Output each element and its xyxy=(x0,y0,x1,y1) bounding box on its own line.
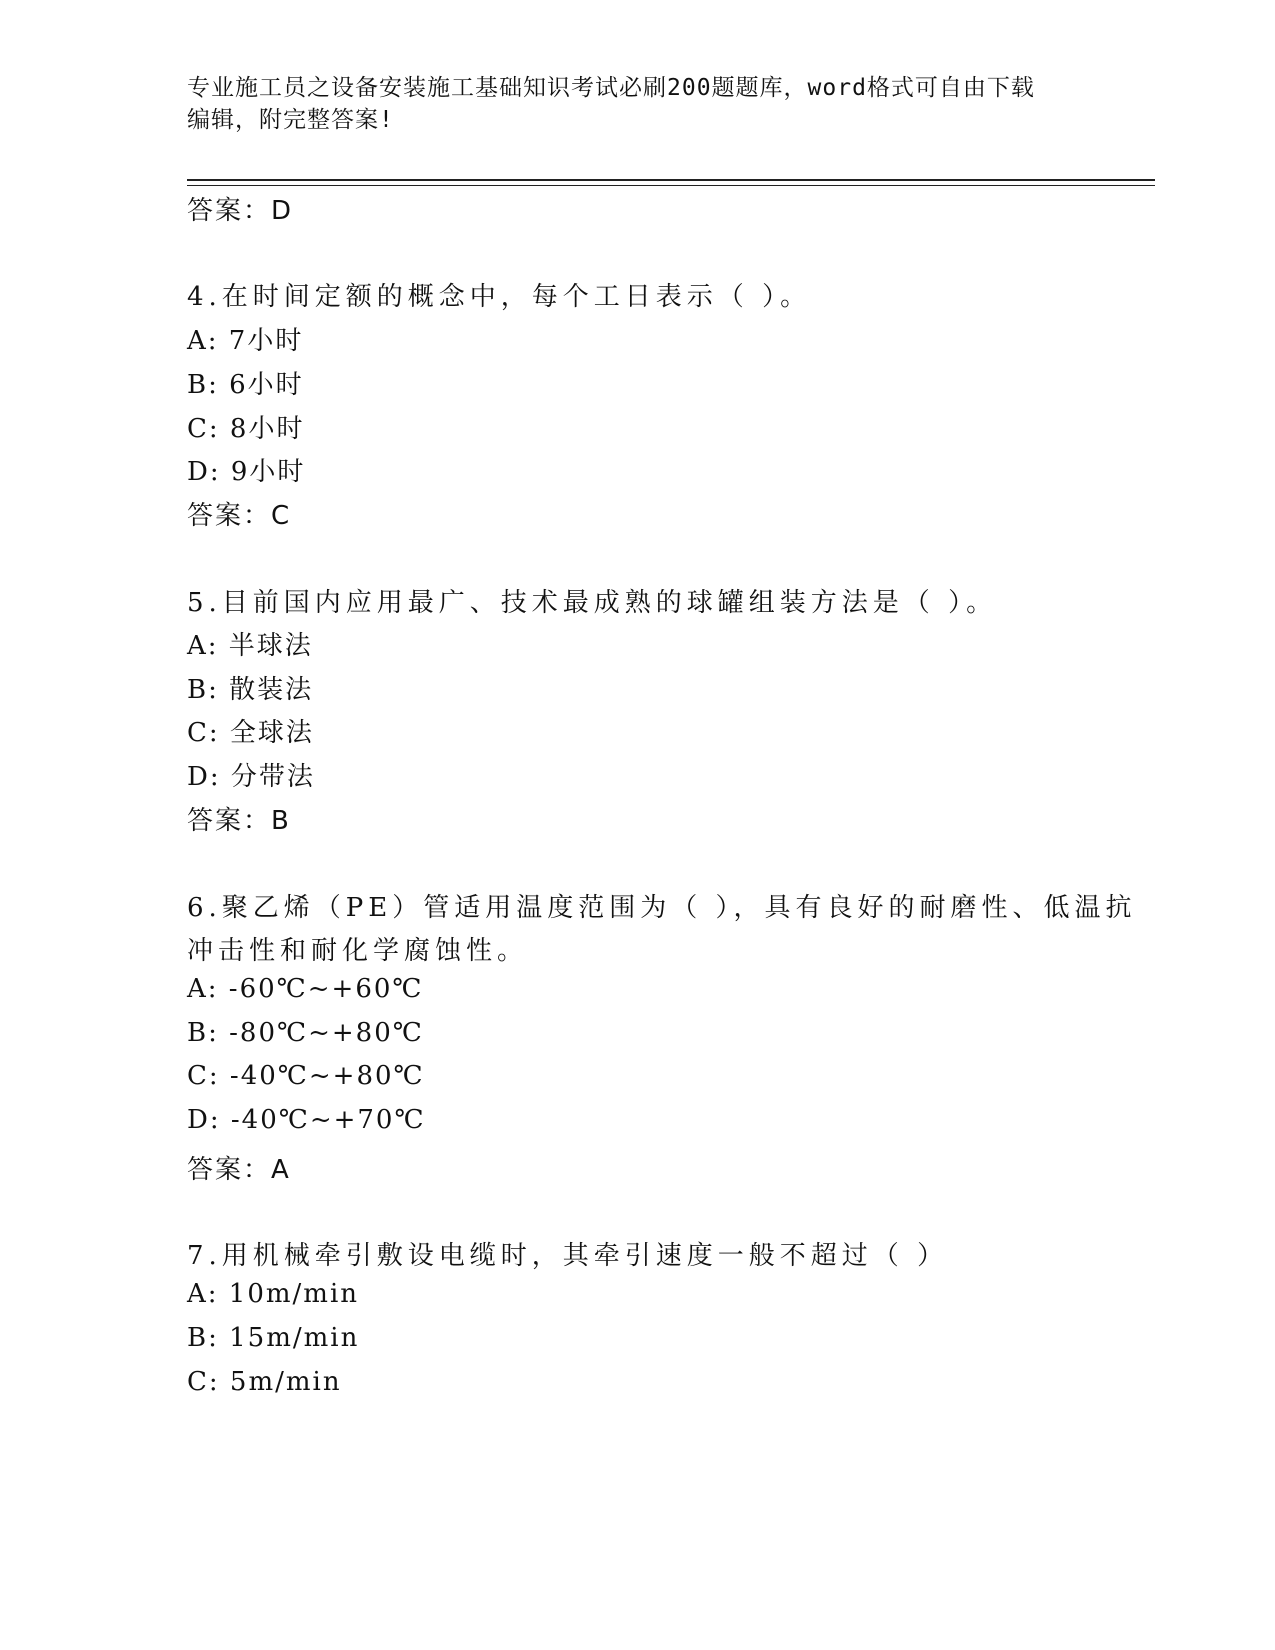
question-5-option-b: B: 散装法 xyxy=(187,675,314,705)
question-6-option-c: C: -40℃~+80℃ xyxy=(187,1061,425,1091)
question-5-option-d: D: 分带法 xyxy=(187,762,315,792)
question-4-option-d: D: 9小时 xyxy=(187,457,306,487)
document-header xyxy=(187,72,1067,136)
question-4-option-c: C: 8小时 xyxy=(187,414,305,444)
header-divider-top xyxy=(187,179,1155,181)
question-6-stem-line-1: 6.聚乙烯（PE）管适用温度范围为（ ），具有良好的耐磨性、低温抗 xyxy=(187,893,1137,923)
header-line-2: 编辑，附完整答案! xyxy=(187,107,394,133)
question-5-answer: 答案：B xyxy=(187,806,291,836)
header-line-1: 专业施工员之设备安装施工基础知识考试必刷200题题库，word格式可自由下载 xyxy=(187,75,1035,101)
question-6-option-b: B: -80℃~+80℃ xyxy=(187,1018,424,1048)
question-5-stem: 5.目前国内应用最广、技术最成熟的球罐组装方法是（ ）。 xyxy=(187,588,998,618)
question-5-option-a: A: 半球法 xyxy=(187,631,313,661)
question-7-stem: 7.用机械牵引敷设电缆时，其牵引速度一般不超过（ ） xyxy=(187,1241,949,1271)
question-6-option-a: A: -60℃~+60℃ xyxy=(187,974,424,1004)
question-6-stem-line-2: 冲击性和耐化学腐蚀性。 xyxy=(187,936,529,966)
question-6-answer: 答案：A xyxy=(187,1155,291,1185)
answer-prev: 答案：D xyxy=(187,196,294,226)
question-4-answer: 答案：C xyxy=(187,501,292,531)
question-4-option-a: A: 7小时 xyxy=(187,326,304,356)
question-7-option-c: C: 5m/min xyxy=(187,1367,342,1397)
question-7-option-a: A: 10m/min xyxy=(187,1279,360,1309)
question-4-stem: 4.在时间定额的概念中，每个工日表示（ ）。 xyxy=(187,282,812,312)
question-6-option-d: D: -40℃~+70℃ xyxy=(187,1105,426,1135)
question-7-option-b: B: 15m/min xyxy=(187,1323,360,1353)
question-5-option-c: C: 全球法 xyxy=(187,718,314,748)
question-4-option-b: B: 6小时 xyxy=(187,370,304,400)
header-divider-bottom xyxy=(187,185,1155,186)
